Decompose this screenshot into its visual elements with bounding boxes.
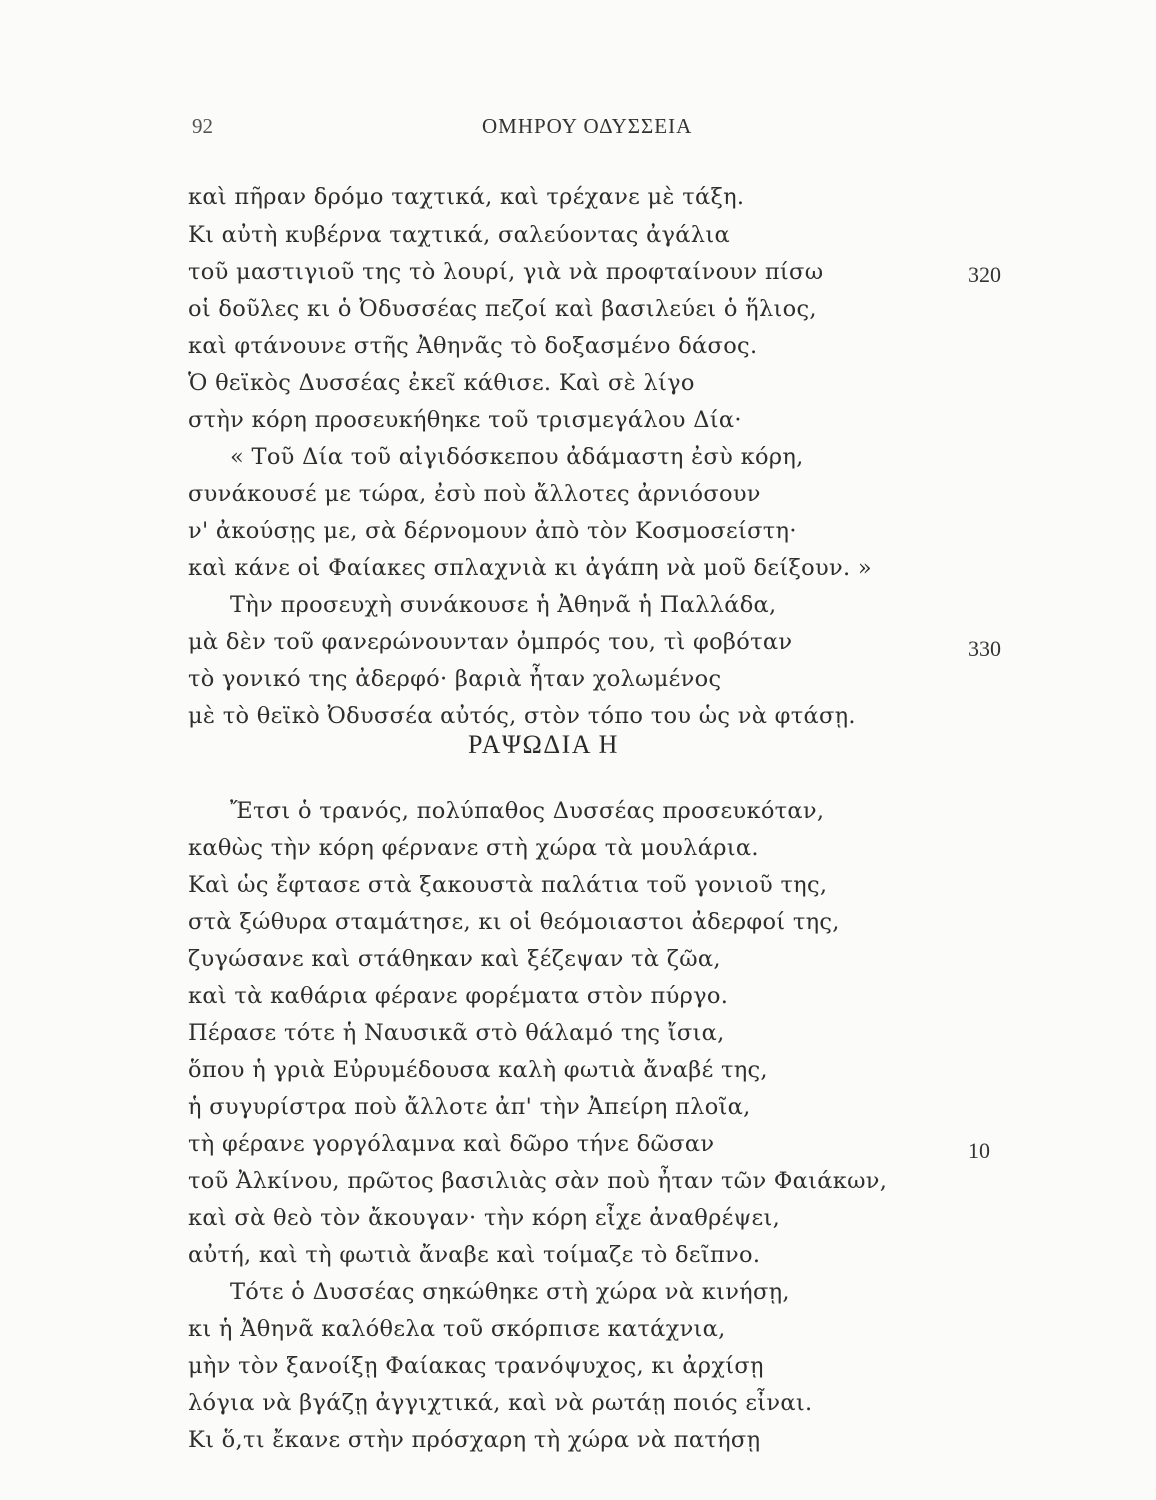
- page-number: 92: [192, 114, 213, 138]
- verse-line: « Τοῦ Δία τοῦ αἰγιδόσκεπου ἀδάμαστη ἐσὺ κόρη,: [230, 444, 804, 470]
- verse-line: αὐτή, καὶ τὴ φωτιὰ ἄναβε καὶ τοίμαζε τὸ δεῖπνο.: [188, 1242, 761, 1268]
- verse-line: λόγια νὰ βγάζῃ ἀγγιχτικά, καὶ νὰ ρωτάῃ ποιός εἶναι.: [188, 1390, 813, 1416]
- verse-line: καὶ πῆραν δρόμο ταχτικά, καὶ τρέχανε μὲ τάξη.: [188, 184, 745, 210]
- verse-line: τὴ φέρανε γοργόλαμνα καὶ δῶρο τήνε δῶσαν: [188, 1131, 715, 1157]
- verse-line: στὰ ξώθυρα σταμάτησε, κι οἱ θεόμοιαστοι ἀδερφοί της,: [188, 909, 840, 935]
- book-heading: ΡΑΨΩΔΙΑ Η: [468, 730, 619, 759]
- verse-line: Ἔτσι ὁ τρανός, πολύπαθος Δυσσέας προσευκόταν,: [230, 798, 825, 824]
- verse-line: τοῦ μαστιγιοῦ της τὸ λουρί, γιὰ νὰ προφταίνουν πίσω: [188, 259, 824, 285]
- verse-line: καὶ σὰ θεὸ τὸν ἄκουγαν· τὴν κόρη εἶχε ἀναθρέψει,: [188, 1205, 781, 1231]
- verse-line: Ὁ θεϊκὸς Δυσσέας ἐκεῖ κάθισε. Καὶ σὲ λίγο: [188, 370, 695, 396]
- verse-line: καὶ κάνε οἱ Φαίακες σπλαχνιὰ κι ἀγάπη νὰ μοῦ δείξουν. »: [188, 555, 872, 581]
- verse-line: Κι αὐτὴ κυβέρνα ταχτικά, σαλεύοντας ἀγάλια: [188, 222, 730, 248]
- verse-line: ἡ συγυρίστρα ποὺ ἄλλοτε ἀπ' τὴν Ἀπείρη πλοῖα,: [188, 1094, 751, 1120]
- verse-line: καθὼς τὴν κόρη φέρνανε στὴ χώρα τὰ μουλάρια.: [188, 835, 759, 861]
- verse-line: τοῦ Ἀλκίνου, πρῶτος βασιλιὰς σὰν ποὺ ἦταν τῶν Φαιάκων,: [188, 1168, 888, 1194]
- verse-line: κι ἡ Ἀθηνᾶ καλόθελα τοῦ σκόρπισε κατάχνια,: [188, 1316, 726, 1342]
- verse-line: ν' ἀκούσῃς με, σὰ δέρνομουν ἀπὸ τὸν Κοσμοσείστη·: [188, 518, 797, 544]
- verse-line: καὶ φτάνουνε στῆς Ἀθηνᾶς τὸ δοξασμένο δάσος.: [188, 333, 758, 359]
- line-number: 330: [968, 636, 1001, 661]
- verse-line: Τὴν προσευχὴ συνάκουσε ἡ Ἀθηνᾶ ἡ Παλλάδα,: [230, 592, 777, 618]
- verse-line: συνάκουσέ με τώρα, ἐσὺ ποὺ ἄλλοτες ἀρνιόσουν: [188, 481, 761, 507]
- verse-line: ὅπου ἡ γριὰ Εὐρυμέδουσα καλὴ φωτιὰ ἄναβέ της,: [188, 1057, 768, 1083]
- verse-line: τὸ γονικό της ἀδερφό· βαριὰ ἦταν χολωμένος: [188, 666, 722, 692]
- verse-line: Κι ὅ,τι ἔκανε στὴν πρόσχαρη τὴ χώρα νὰ πατήσῃ: [188, 1427, 761, 1453]
- verse-line: ζυγώσανε καὶ στάθηκαν καὶ ξέζεψαν τὰ ζῶα,: [188, 946, 721, 972]
- verse-line: Καὶ ὡς ἔφτασε στὰ ξακουστὰ παλάτια τοῦ γονιοῦ της,: [188, 872, 828, 898]
- running-head: ΟΜΗΡΟΥ ΟΔΥΣΣΕΙΑ: [482, 114, 693, 138]
- line-number: 10: [968, 1138, 990, 1163]
- verse-line: στὴν κόρη προσευκήθηκε τοῦ τρισμεγάλου Δία·: [188, 407, 742, 433]
- verse-line: μὲ τὸ θεϊκὸ Ὀδυσσέα αὐτός, στὸν τόπο του ὡς νὰ φτάσῃ.: [188, 703, 856, 729]
- line-number: 320: [968, 262, 1001, 287]
- verse-line: Πέρασε τότε ἡ Ναυσικᾶ στὸ θάλαμό της ἴσια,: [188, 1020, 725, 1046]
- verse-line: μὴν τὸν ξανοίξῃ Φαίακας τρανόψυχος, κι ἀρχίσῃ: [188, 1353, 764, 1379]
- verse-line: οἱ δοῦλες κι ὁ Ὀδυσσέας πεζοί καὶ βασιλεύει ὁ ἥλιος,: [188, 296, 817, 322]
- verse-line: μὰ δὲν τοῦ φανερώνουνταν ὀμπρός του, τὶ φοβόταν: [188, 629, 793, 655]
- verse-line: καὶ τὰ καθάρια φέρανε φορέματα στὸν πύργο.: [188, 983, 729, 1009]
- verse-line: Τότε ὁ Δυσσέας σηκώθηκε στὴ χώρα νὰ κινήσῃ,: [230, 1279, 790, 1305]
